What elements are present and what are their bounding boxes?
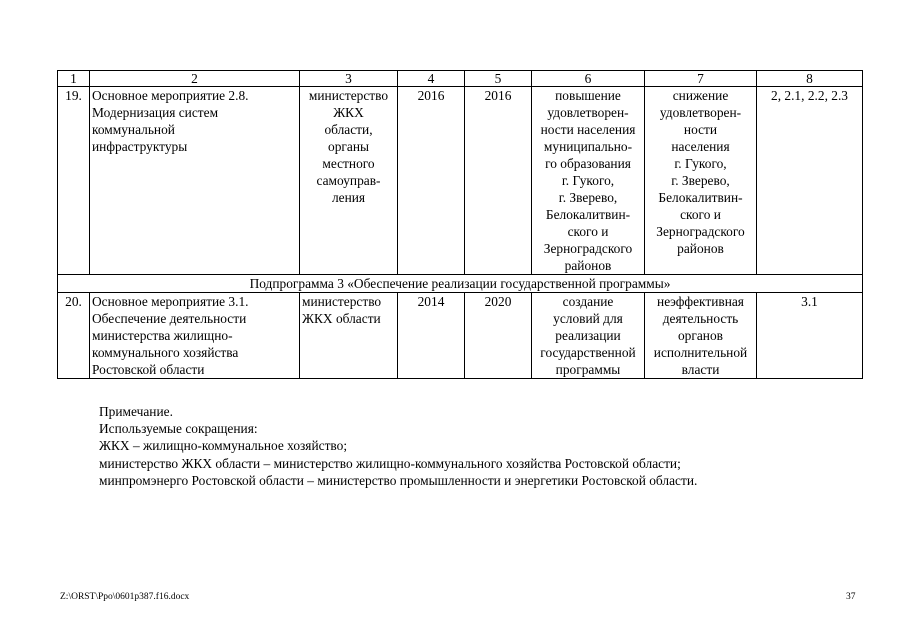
text-line: создание [562,294,614,309]
end-year: 2016 [465,87,532,275]
text-line: Зерноградского [543,241,633,256]
start-year: 2014 [398,293,465,379]
indicator-links: 3.1 [757,293,863,379]
measures-table [57,70,863,379]
text-line: Белокалитвин- [658,190,743,205]
indicator-links: 2, 2.1, 2.2, 2.3 [757,87,863,275]
row-number: 20. [58,293,90,379]
measure-name-cell [90,293,300,379]
text-line: ЖКХ области [302,311,381,326]
text-line: удовлетворен- [547,105,629,120]
text-line: самоуправ- [316,173,381,188]
text-line: условий для [553,311,623,326]
start-year: 2016 [398,87,465,275]
note-intro: Используемые сокращения: [99,421,258,437]
text-line: инфраструктуры [92,139,188,154]
text-line: Основное мероприятие 2.8. [92,88,249,103]
text-line: органы [328,139,369,154]
text-line: министерство [302,294,382,309]
end-year: 2020 [465,293,532,379]
text-line: ности населения [540,122,636,137]
text-line: министерства жилищно- [92,328,233,343]
text-line: области, [324,122,373,137]
header-cell: 7 [645,71,757,87]
text-line: г. Зверево, [558,190,618,205]
consequence-cell [645,87,757,275]
text-line: государственной [540,345,636,360]
subprogram-title: Подпрограмма 3 «Обеспечение реализации государственной программы» [58,275,863,293]
document-path: Z:\ORST\Ppo\0601p387.f16.docx [60,592,190,602]
page-number: 37 [846,592,856,602]
text-line: г. Зверево, [671,173,730,188]
text-line: удовлетворен- [659,105,742,120]
executor-cell [300,293,398,379]
table-row [58,293,863,379]
text-line: Модернизация систем [92,105,219,120]
table-row [58,87,863,275]
text-line: власти [681,362,720,377]
expected-result-cell [532,87,645,275]
text-line: районов [677,241,724,256]
text-line: г. Гукого, [561,173,615,188]
subprogram-row [58,275,863,293]
expected-result-cell [532,293,645,379]
text-line: Ростовской области [92,362,205,377]
header-cell: 4 [398,71,465,87]
note-item: минпромэнерго Ростовской области – министерство промышленности и энергетики Ростовской области. [99,472,698,488]
text-line: ского и [567,224,609,239]
text-line: муниципально- [543,139,633,154]
text-line: программы [555,362,621,377]
table-header-row [58,71,863,87]
text-line: реализации [555,328,621,343]
note-title: Примечание. [99,404,173,419]
text-line: районов [564,258,612,273]
text-line: исполнительной [653,345,748,360]
text-line: повышение [555,88,621,103]
consequence-cell [645,293,757,379]
text-line: органов [677,328,723,343]
text-line: Обеспечение деятельности [92,311,247,326]
text-line: министерство [308,88,389,103]
text-line: го образования [545,156,631,171]
text-line: г. Гукого, [674,156,727,171]
text-line: неэффективная [657,294,744,309]
header-cell: 3 [300,71,398,87]
text-line: ности [683,122,718,137]
text-line: Зерноградского [656,224,745,239]
text-line: ления [331,190,366,205]
text-line: Основное мероприятие 3.1. [92,294,249,309]
text-line: коммунального хозяйства [92,345,239,360]
executor-cell [300,87,398,275]
measure-name-cell [90,87,300,275]
text-line: местного [322,156,375,171]
header-cell: 1 [58,71,90,87]
header-cell: 8 [757,71,863,87]
row-number: 19. [58,87,90,275]
text-line: деятельность [662,311,739,326]
text-line: населения [671,139,730,154]
text-line: Белокалитвин- [545,207,631,222]
note-section [99,403,697,489]
header-cell: 2 [90,71,300,87]
text-line: коммунальной [92,122,175,137]
note-item: ЖКХ – жилищно-коммунальное хозяйство; [99,438,348,454]
text-line: снижение [672,88,729,103]
note-item: министерство ЖКХ области – министерство жилищно-коммунального хозяйства Ростовской области; [99,455,681,471]
header-cell: 5 [465,71,532,87]
header-cell: 6 [532,71,645,87]
text-line: ского и [680,207,721,222]
text-line: ЖКХ [333,105,364,120]
